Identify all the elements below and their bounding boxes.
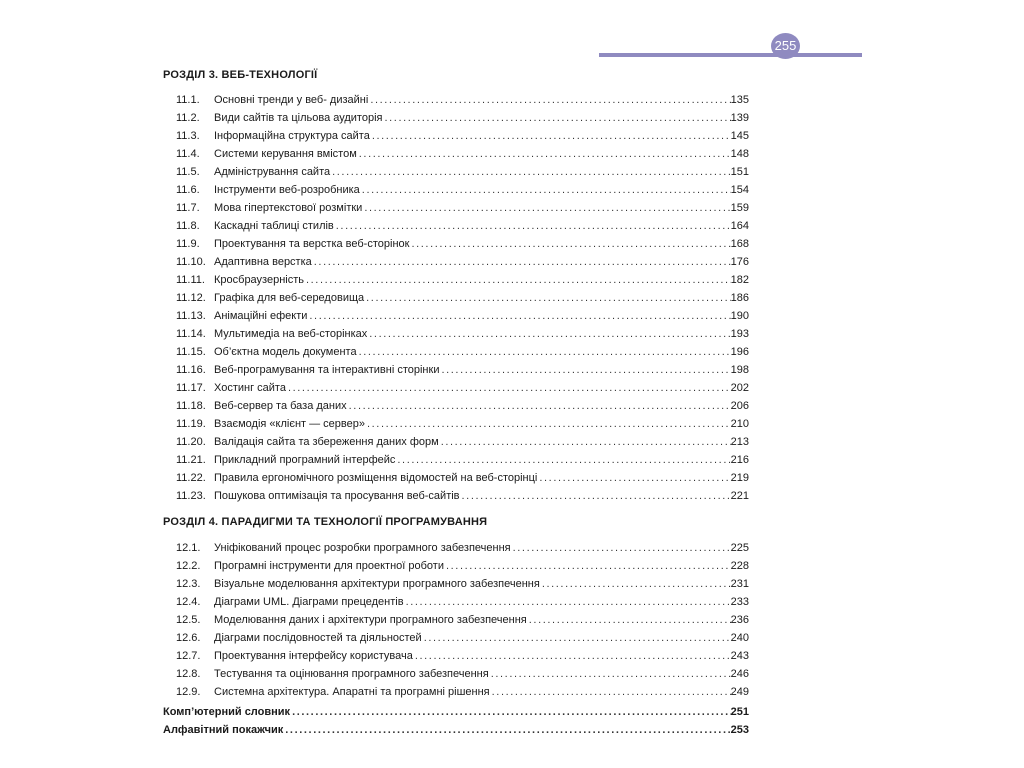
toc-entry-title: Основні тренди у веб- дизайні	[214, 94, 369, 106]
toc-entry-page: 246	[730, 668, 749, 680]
toc-entry-page: 219	[730, 472, 749, 484]
toc-entry-title: Інформаційна структура сайта	[214, 130, 370, 142]
toc-entry-title: Анімаційні ефекти	[214, 310, 308, 322]
toc-entry-title: Діаграми послідовностей та діяльностей	[214, 632, 422, 644]
toc-entry-page: 216	[730, 454, 749, 466]
toc-entry-number: 11.8.	[176, 220, 200, 232]
toc-entry[interactable]	[176, 379, 749, 397]
toc-entry[interactable]	[176, 145, 749, 163]
toc-entry[interactable]	[176, 397, 749, 415]
toc-entry-title: Тестування та оцінювання програмного забезпечення	[214, 668, 489, 680]
toc-entry-number: 11.21.	[176, 454, 206, 466]
toc-entry-page: 231	[730, 578, 749, 590]
toc-entry[interactable]	[176, 487, 749, 505]
toc-entry-number: 11.7.	[176, 202, 200, 214]
toc-entry-page: 168	[730, 238, 749, 250]
dot-leader	[460, 487, 731, 505]
toc-entry-number: 11.11.	[176, 274, 205, 286]
toc-entry-page: 202	[730, 382, 749, 394]
toc-entry-page: 213	[730, 436, 749, 448]
toc-entry-page: 145	[730, 130, 749, 142]
toc-entry-page: 236	[730, 614, 749, 626]
dot-leader	[283, 721, 730, 739]
toc-entry-number: 12.6.	[176, 632, 201, 644]
toc-entry-glossary[interactable]	[163, 703, 749, 721]
toc-entry-title: Уніфікований процес розробки програмного забезпечення	[214, 542, 511, 554]
toc-entry-title: Системна архітектура. Апаратні та програмні рішення	[214, 686, 490, 698]
toc-entry-number: 12.9.	[176, 686, 201, 698]
toc-entry-page: 139	[730, 112, 749, 124]
toc-entry[interactable]	[176, 307, 749, 325]
dot-leader	[382, 109, 730, 127]
toc-entry-page: 233	[730, 596, 749, 608]
toc-entry[interactable]	[176, 665, 749, 683]
toc-entry-number: 11.22.	[176, 472, 206, 484]
toc-entry-page: 154	[730, 184, 749, 196]
toc-entry-page: 249	[730, 686, 749, 698]
dot-leader	[365, 415, 731, 433]
toc-entry-title: Веб-сервер та база даних	[214, 400, 347, 412]
toc-entry-title: Мова гіпертекстової розмітки	[214, 202, 363, 214]
toc-entry[interactable]	[176, 593, 749, 611]
dot-leader	[422, 629, 731, 647]
dot-leader	[304, 271, 731, 289]
toc-entry[interactable]	[176, 629, 749, 647]
dot-leader	[370, 127, 731, 145]
toc-entry-page: 190	[730, 310, 749, 322]
toc-entry-title: Хостинг сайта	[214, 382, 286, 394]
toc-entry-number: 11.14.	[176, 328, 206, 340]
toc-entry-number: 12.2.	[176, 560, 201, 572]
dot-leader	[444, 557, 731, 575]
toc-entry[interactable]	[176, 557, 749, 575]
dot-leader	[312, 253, 731, 271]
dot-leader	[413, 647, 731, 665]
toc-entry[interactable]	[176, 109, 749, 127]
toc-entry-page: 251	[730, 706, 749, 718]
dot-leader	[490, 683, 731, 701]
toc-entry-page: 135	[730, 94, 749, 106]
dot-leader	[330, 163, 731, 181]
toc-entry-number: 11.18.	[176, 400, 206, 412]
toc-entry[interactable]	[176, 289, 749, 307]
toc-entry-number: 12.7.	[176, 650, 201, 662]
toc-entry[interactable]	[176, 683, 749, 701]
toc-entry-page: 186	[730, 292, 749, 304]
dot-leader	[537, 469, 730, 487]
toc-entry-page: 164	[730, 220, 749, 232]
toc-entry-page: 228	[730, 560, 749, 572]
dot-leader	[439, 361, 730, 379]
dot-leader	[439, 433, 731, 451]
toc-entry[interactable]	[176, 127, 749, 145]
toc-entry-title: Проектування та верстка веб-сторінок	[214, 238, 410, 250]
toc-entry[interactable]	[176, 451, 749, 469]
toc-entry-page: 240	[730, 632, 749, 644]
toc-entry-number: 12.4.	[176, 596, 201, 608]
toc-entry-page: 148	[730, 148, 749, 160]
toc-entry-title: Взаємодія «клієнт — сервер»	[214, 418, 365, 430]
dot-leader	[347, 397, 731, 415]
dot-leader	[357, 343, 731, 361]
toc-entry[interactable]	[176, 217, 749, 235]
toc-entry-title: Пошукова оптимізація та просування веб-сайтів	[214, 490, 460, 502]
toc-entry-page: 198	[730, 364, 749, 376]
toc-entry-title: Адміністрування сайта	[214, 166, 331, 178]
toc-entry-number: 11.13.	[176, 310, 206, 322]
toc-entry-page: 253	[730, 724, 749, 736]
dot-leader	[290, 703, 731, 721]
dot-leader	[540, 575, 731, 593]
toc-entry[interactable]	[176, 271, 749, 289]
dot-leader	[334, 217, 731, 235]
toc-entry[interactable]	[176, 361, 749, 379]
toc-entry-title: Діаграми UML. Діаграми прецедентів	[214, 596, 404, 608]
toc-entry[interactable]	[176, 575, 749, 593]
toc-entry-number: 11.3.	[176, 130, 200, 142]
toc-entry-page: 151	[730, 166, 749, 178]
toc-entry-number: 12.3.	[176, 578, 201, 590]
toc-entry-page: 206	[730, 400, 749, 412]
toc-entry-title: Комп’ютерний словник	[163, 706, 291, 718]
toc-entry-page: 225	[730, 542, 749, 554]
dot-leader	[511, 539, 731, 557]
toc-entry-title: Графіка для веб-середовища	[214, 292, 365, 304]
toc-entry[interactable]	[176, 235, 749, 253]
toc-entry-title: Адаптивна верстка	[214, 256, 312, 268]
toc-entry[interactable]	[176, 611, 749, 629]
toc-entry-number: 11.2.	[176, 112, 200, 124]
toc-entry-page: 243	[730, 650, 749, 662]
toc-entry-number: 11.10.	[176, 256, 206, 268]
toc-entry-title: Каскадні таблиці стилів	[214, 220, 334, 232]
toc-entry[interactable]	[176, 199, 749, 217]
dot-leader	[360, 181, 731, 199]
toc-entry[interactable]	[176, 647, 749, 665]
toc-entry[interactable]	[176, 343, 749, 361]
toc-entry[interactable]	[176, 181, 749, 199]
toc-entry-number: 12.5.	[176, 614, 201, 626]
toc-entry-title: Об’єктна модель документа	[214, 346, 357, 358]
toc-entry-number: 11.15.	[176, 346, 206, 358]
dot-leader	[404, 593, 731, 611]
toc-entry-number: 11.5.	[176, 166, 200, 178]
section-title: РОЗДІЛ 3. ВЕБ-ТЕХНОЛОГІЇ	[163, 69, 318, 81]
toc-entry-number: 12.1.	[176, 542, 201, 554]
dot-leader	[286, 379, 731, 397]
toc-entry-title: Види сайтів та цільова аудиторія	[214, 112, 383, 124]
toc-entry-number: 11.20.	[176, 436, 206, 448]
toc-entry-title: Інструменти веб-розробника	[214, 184, 360, 196]
dot-leader	[527, 611, 731, 629]
dot-leader	[367, 325, 730, 343]
page-number: 255	[771, 33, 800, 59]
dot-leader	[395, 451, 730, 469]
toc-entry[interactable]	[176, 325, 749, 343]
toc-entry-number: 11.6.	[176, 184, 200, 196]
toc-entry-title: Прикладний програмний інтерфейс	[214, 454, 396, 466]
toc-entry[interactable]	[176, 433, 749, 451]
toc-entry-title: Правила ергономічного розміщення відомостей на веб-сторінці	[214, 472, 538, 484]
toc-entry-index[interactable]	[163, 721, 749, 739]
toc-entry[interactable]	[176, 469, 749, 487]
toc-entry-title: Візуальне моделювання архітектури програмного забезпечення	[214, 578, 540, 590]
toc-entry-title: Моделювання даних і архітектури програмного забезпечення	[214, 614, 527, 626]
toc-entry-page: 193	[730, 328, 749, 340]
dot-leader	[364, 289, 731, 307]
toc-entry-page: 221	[730, 490, 749, 502]
toc-entry[interactable]	[176, 91, 749, 109]
toc-entry-title: Програмні інструменти для проектної роботи	[214, 560, 444, 572]
toc-entry-page: 196	[730, 346, 749, 358]
toc-entry-number: 11.17.	[176, 382, 206, 394]
toc-entry[interactable]	[176, 415, 749, 433]
toc-entry-page: 176	[730, 256, 749, 268]
toc-entry-number: 11.23.	[176, 490, 206, 502]
toc-entry-number: 11.19.	[176, 418, 206, 430]
toc-entry-title: Валідація сайта та збереження даних форм	[214, 436, 439, 448]
dot-leader	[357, 145, 731, 163]
toc-entry-number: 11.4.	[176, 148, 200, 160]
toc-entry-title: Мультимедіа на веб-сторінках	[214, 328, 368, 340]
dot-leader	[409, 235, 730, 253]
toc-entry-title: Кросбраузерність	[214, 274, 304, 286]
toc-entry-page: 159	[730, 202, 749, 214]
toc-entry-number: 11.1.	[176, 94, 200, 106]
toc-entry-title: Веб-програмування та інтерактивні сторінки	[214, 364, 440, 376]
page-header-bar	[599, 53, 862, 57]
toc-entry-title: Алфавітний покажчик	[163, 724, 284, 736]
dot-leader	[362, 199, 730, 217]
toc-entry[interactable]	[176, 163, 749, 181]
toc-entry-number: 11.16.	[176, 364, 206, 376]
dot-leader	[368, 91, 730, 109]
toc-entry[interactable]	[176, 253, 749, 271]
dot-leader	[307, 307, 730, 325]
toc-entry-page: 210	[730, 418, 749, 430]
dot-leader	[489, 665, 731, 683]
toc-entry-title: Проектування інтерфейсу користувача	[214, 650, 413, 662]
toc-entry-title: Системи керування вмістом	[214, 148, 357, 160]
toc-entry-page: 182	[730, 274, 749, 286]
toc-entry[interactable]	[176, 539, 749, 557]
toc-entry-number: 12.8.	[176, 668, 201, 680]
toc-entry-number: 11.12.	[176, 292, 206, 304]
toc-entry-number: 11.9.	[176, 238, 200, 250]
section-title: РОЗДІЛ 4. ПАРАДИГМИ ТА ТЕХНОЛОГІЇ ПРОГРАМУВАННЯ	[163, 516, 488, 528]
